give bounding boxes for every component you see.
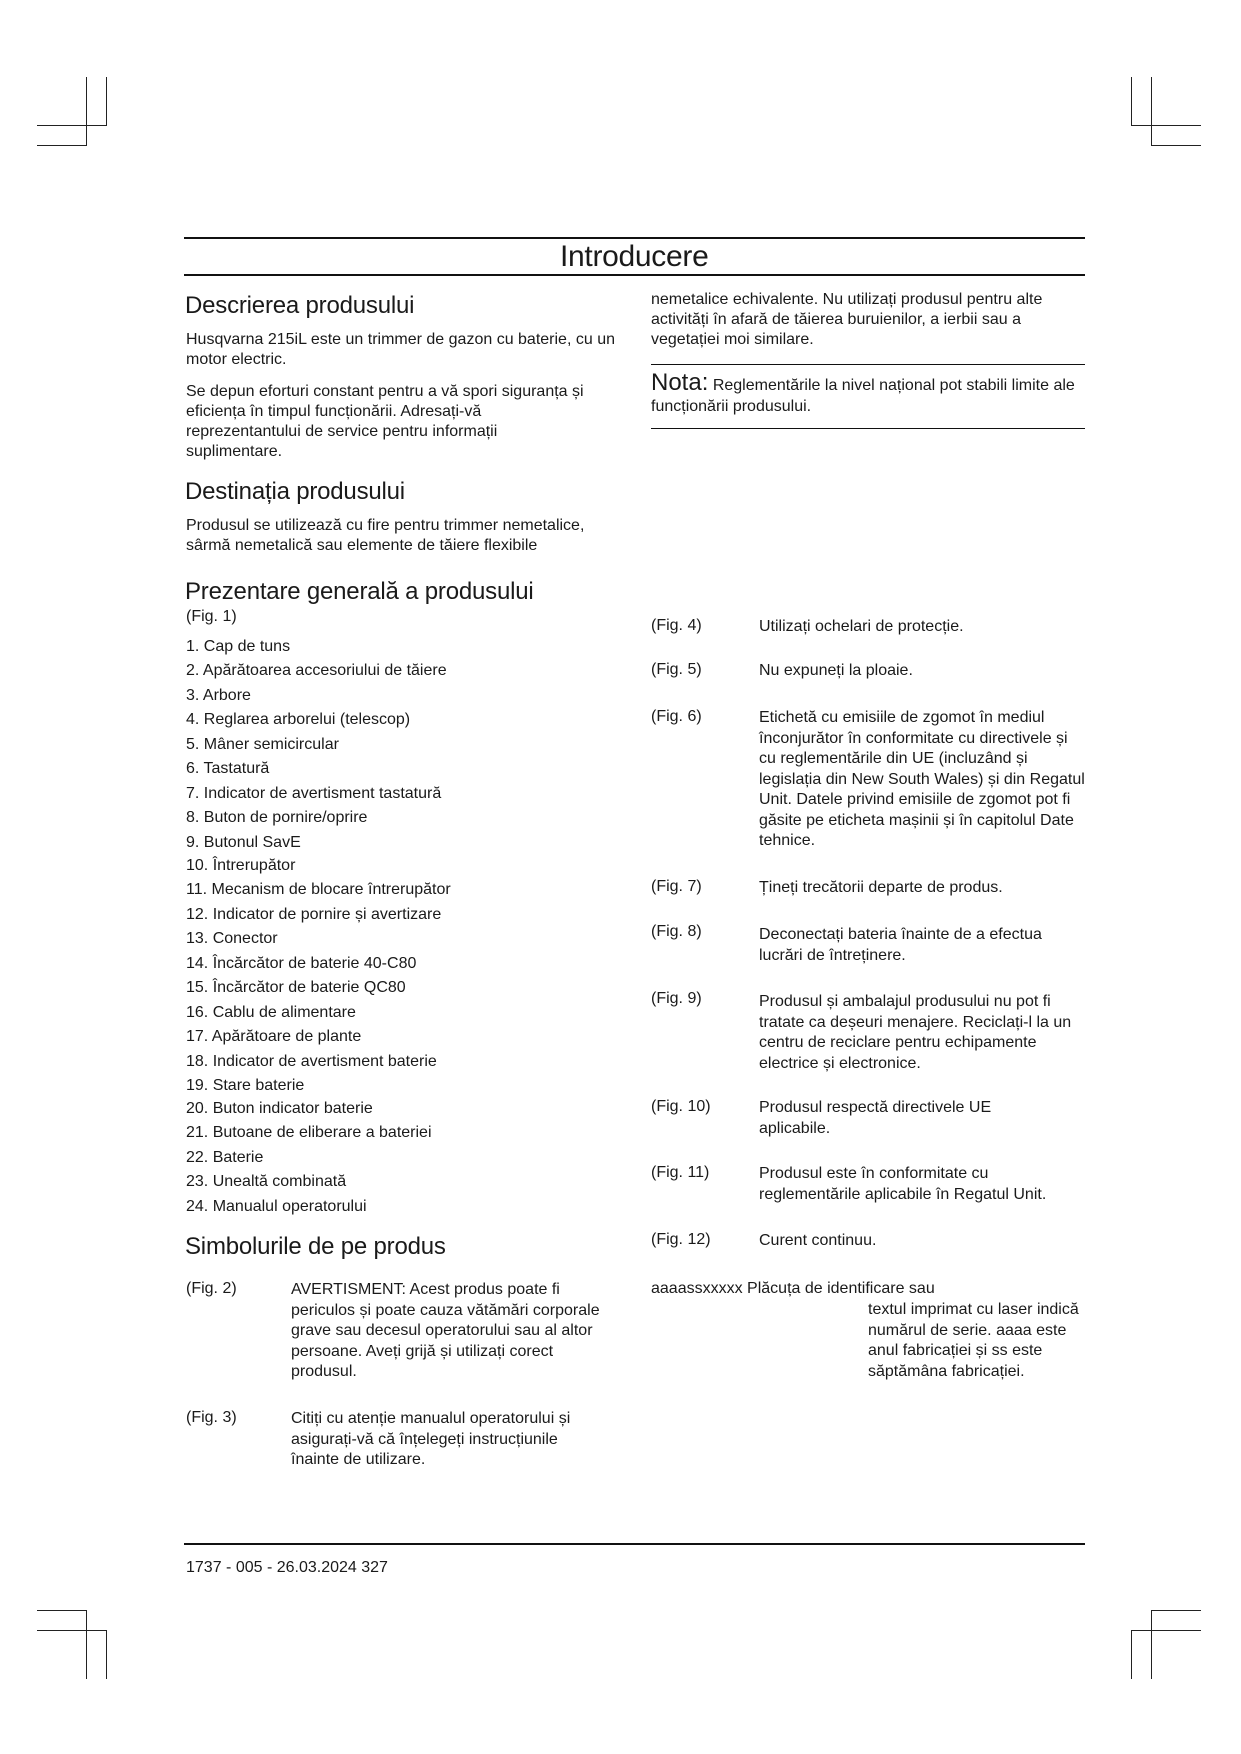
symbol-fig-ref: (Fig. 7)	[651, 878, 702, 895]
crop-mark-top-right	[1151, 145, 1201, 146]
symbol-fig-ref: (Fig. 12)	[651, 1231, 711, 1248]
list-item: 24. Manualul operatorului	[186, 1198, 367, 1215]
list-item: 6. Tastatură	[186, 760, 270, 777]
crop-mark-bottom-left	[106, 1630, 107, 1679]
symbol-fig-ref: (Fig. 6)	[651, 708, 702, 725]
list-item: 12. Indicator de pornire și avertizare	[186, 906, 442, 923]
crop-mark-bottom-right	[1131, 1630, 1201, 1631]
page-title: Introducere	[560, 240, 709, 273]
symbol-fig-ref: (Fig. 11)	[651, 1164, 710, 1181]
list-item: 23. Unealtă combinată	[186, 1173, 347, 1190]
symbol-description: Curent continuu.	[759, 1232, 877, 1249]
section-heading-description: Descrierea produsului	[185, 292, 415, 319]
list-item: 19. Stare baterie	[186, 1077, 305, 1094]
header-rule-top	[184, 237, 1085, 239]
list-item: 1. Cap de tuns	[186, 638, 291, 655]
symbol-fig-ref: (Fig. 9)	[651, 990, 702, 1007]
plate-text-first-line: Plăcuța de identificare sau	[747, 1280, 935, 1297]
crop-mark-bottom-left	[86, 1610, 87, 1679]
serial-code: aaaassxxxxx	[651, 1280, 743, 1297]
list-item: 21. Butoane de eliberare a bateriei	[186, 1124, 432, 1141]
purpose-paragraph: Produsul se utilizează cu fire pentru trimmer nemetalice, sârmă nemetalică sau elemente de tăiere flexibile	[186, 517, 585, 554]
purpose-continuation: nemetalice echivalente. Nu utilizați produsul pentru alte activități în afară de tăierea buruienilor, a ierbii sau a vegetației moi similare.	[651, 291, 1043, 348]
symbol-fig-ref: (Fig. 2)	[186, 1280, 237, 1297]
note-label: Nota:	[651, 369, 709, 396]
symbol-fig-ref: (Fig. 10)	[651, 1098, 711, 1115]
footer-rule	[184, 1543, 1085, 1545]
list-item: 3. Arbore	[186, 687, 251, 704]
crop-mark-bottom-right	[1151, 1610, 1201, 1611]
crop-mark-bottom-left	[37, 1610, 87, 1611]
list-item: 22. Baterie	[186, 1149, 264, 1166]
symbol-description: Țineți trecătorii departe de produs.	[759, 879, 1003, 896]
nota-rule-top	[651, 364, 1085, 365]
description-paragraph-1: Husqvarna 215iL este un trimmer de gazon cu baterie, cu un motor electric.	[186, 331, 615, 368]
crop-mark-top-left	[106, 77, 107, 126]
list-item: 2. Apărătoarea accesoriului de tăiere	[186, 662, 447, 679]
symbol-description: Produsul respectă directivele UE aplicabile.	[759, 1099, 992, 1137]
crop-mark-top-left	[37, 125, 107, 126]
description-paragraph-2: Se depun eforturi constant pentru a vă spori siguranța și eficiența în timpul funcționării. Adresați-vă reprezentantului de service pentru informații suplimentare.	[186, 383, 584, 460]
symbol-description: Etichetă cu emisiile de zgomot în mediul înconjurător în conformitate cu directivele și cu reglementările din UE (incluzând și legislația din New South Wales) și din Regatul Unit. Datele privind emisiile de zgomot pot fi găsite pe eticheta mașinii și în capitolul Date tehnice.	[759, 709, 1085, 849]
symbol-fig-ref: (Fig. 3)	[186, 1409, 237, 1426]
list-item: 14. Încărcător de baterie 40-C80	[186, 955, 417, 972]
list-item: 15. Încărcător de baterie QC80	[186, 979, 406, 996]
crop-mark-top-left	[86, 77, 87, 146]
list-item: 4. Reglarea arborelui (telescop)	[186, 711, 411, 728]
nota-rule-bottom	[651, 428, 1085, 429]
symbol-description: Nu expuneți la ploaie.	[759, 662, 913, 679]
crop-mark-top-left	[37, 145, 87, 146]
symbol-fig-ref: (Fig. 5)	[651, 661, 702, 678]
list-item: 8. Buton de pornire/oprire	[186, 809, 368, 826]
list-item: 9. Butonul SavE	[186, 834, 301, 851]
header-rule-bottom	[184, 274, 1085, 276]
crop-mark-top-right	[1131, 77, 1132, 126]
list-item: 16. Cablu de alimentare	[186, 1004, 356, 1021]
symbol-description: Utilizați ochelari de protecție.	[759, 618, 964, 635]
section-heading-symbols: Simbolurile de pe produs	[185, 1233, 446, 1260]
symbol-fig-ref: (Fig. 8)	[651, 923, 702, 940]
section-heading-purpose: Destinația produsului	[185, 478, 405, 505]
note-text: Reglementările la nivel național pot stabili limite ale funcționării produsului.	[651, 377, 1075, 415]
overview-fig-ref: (Fig. 1)	[186, 608, 237, 625]
list-item: 11. Mecanism de blocare întrerupător	[186, 881, 451, 898]
crop-mark-bottom-right	[1151, 1610, 1152, 1679]
crop-mark-top-right	[1131, 125, 1201, 126]
plate-description: textul imprimat cu laser indică numărul de serie. aaaa este anul fabricației și ss este săptămâna fabricației.	[868, 1301, 1079, 1380]
symbol-description: Deconectați bateria înainte de a efectua lucrări de întreținere.	[759, 926, 1042, 964]
symbol-description: AVERTISMENT: Acest produs poate fi periculos și poate cauza vătămări corporale grave sau decesul operatorului sau al altor persoane. Aveți grijă și utilizați corect produsul.	[291, 1281, 600, 1380]
symbol-description: Produsul este în conformitate cu reglementările aplicabile în Regatul Unit.	[759, 1165, 1047, 1203]
footer-text: 1737 - 005 - 26.03.2024 327	[186, 1559, 388, 1576]
list-item: 7. Indicator de avertisment tastatură	[186, 785, 442, 802]
crop-mark-bottom-right	[1131, 1630, 1132, 1679]
crop-mark-bottom-left	[37, 1630, 107, 1631]
symbol-description: Produsul și ambalajul produsului nu pot fi tratate ca deșeuri menajere. Reciclați-l la un centru de reciclare pentru echipamente electrice și electronice.	[759, 993, 1072, 1072]
section-heading-overview: Prezentare generală a produsului	[185, 578, 534, 605]
list-item: 20. Buton indicator baterie	[186, 1100, 373, 1117]
list-item: 18. Indicator de avertisment baterie	[186, 1053, 437, 1070]
identification-plate-line	[651, 1280, 935, 1298]
crop-mark-top-right	[1151, 77, 1152, 146]
symbol-description: Citiți cu atenție manualul operatorului și asigurați-vă că înțelegeți instrucțiunile înainte de utilizare.	[291, 1410, 571, 1468]
note-box	[651, 369, 1091, 417]
list-item: 17. Apărătoare de plante	[186, 1028, 362, 1045]
symbol-fig-ref: (Fig. 4)	[651, 617, 702, 634]
list-item: 5. Mâner semicircular	[186, 736, 339, 753]
list-item: 13. Conector	[186, 930, 278, 947]
list-item: 10. Întrerupător	[186, 857, 296, 874]
